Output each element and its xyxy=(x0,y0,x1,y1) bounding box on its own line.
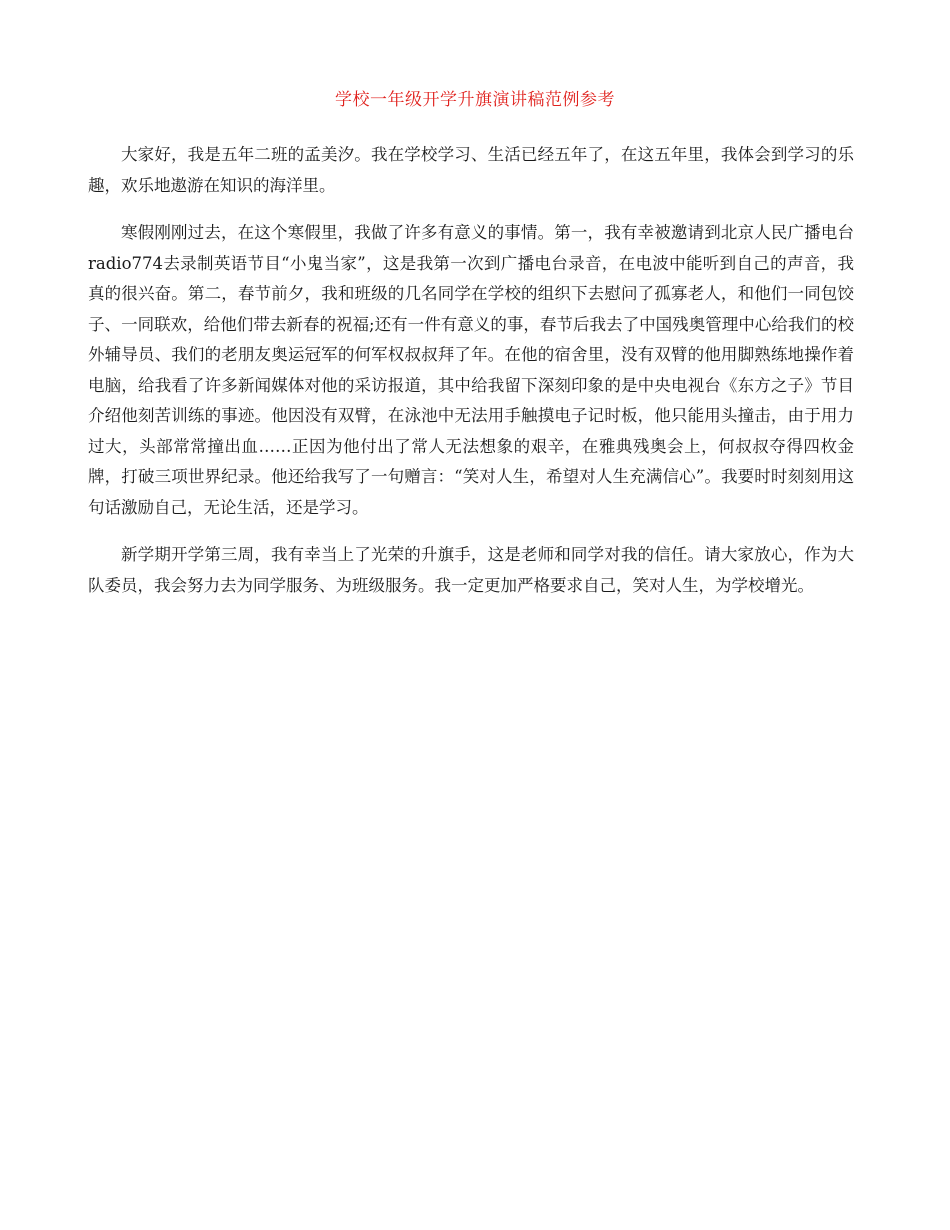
paragraph-new-semester: 新学期开学第三周，我有幸当上了光荣的升旗手，这是老师和同学对我的信任。请大家放心，作为大队委员，我会努力去为同学服务、为班级服务。我一定更加严格要求自己，笑对人生，为学校增光。 xyxy=(88,545,854,595)
document-title: 学校一年级开学升旗演讲稿范例参考 xyxy=(335,90,615,110)
paragraph-intro: 大家好，我是五年二班的孟美汐。我在学校学习、生活已经五年了，在这五年里，我体会到学习的乐趣，欢乐地遨游在知识的海洋里。 xyxy=(88,145,854,195)
document-body xyxy=(88,140,854,618)
paragraph-winter-break: 寒假刚刚过去，在这个寒假里，我做了许多有意义的事情。第一，我有幸被邀请到北京人民广播电台radio774去录制英语节目“小鬼当家”，这是我第一次到广播电台录音，在电波中能听到自己的声音，我真的很兴奋。第二，春节前夕，我和班级的几名同学在学校的组织下去慰问了孤寡老人，和他们一同包饺子、一同联欢，给他们带去新春的祝福;还有一件有意义的事，春节后我去了中国残奥管理中心给我们的校外辅导员、我们的老朋友奥运冠军的何军权叔叔拜了年。在他的宿舍里，没有双臂的他用脚熟练地操作着电脑，给我看了许多新闻媒体对他的采访报道，其中给我留下深刻印象的是中央电视台《东方之子》节目介绍他刻苦训练的事迹。他因没有双臂，在泳池中无法用手触摸电子记时板，他只能用头撞击，由于用力过大，头部常常撞出血……正因为他付出了常人无法想象的艰辛，在雅典残奥会上，何叔叔夺得四枚金牌，打破三项世界纪录。他还给我写了一句赠言：“笑对人生，希望对人生充满信心”。我要时时刻刻用这句话激励自己，无论生活，还是学习。 xyxy=(88,223,854,517)
